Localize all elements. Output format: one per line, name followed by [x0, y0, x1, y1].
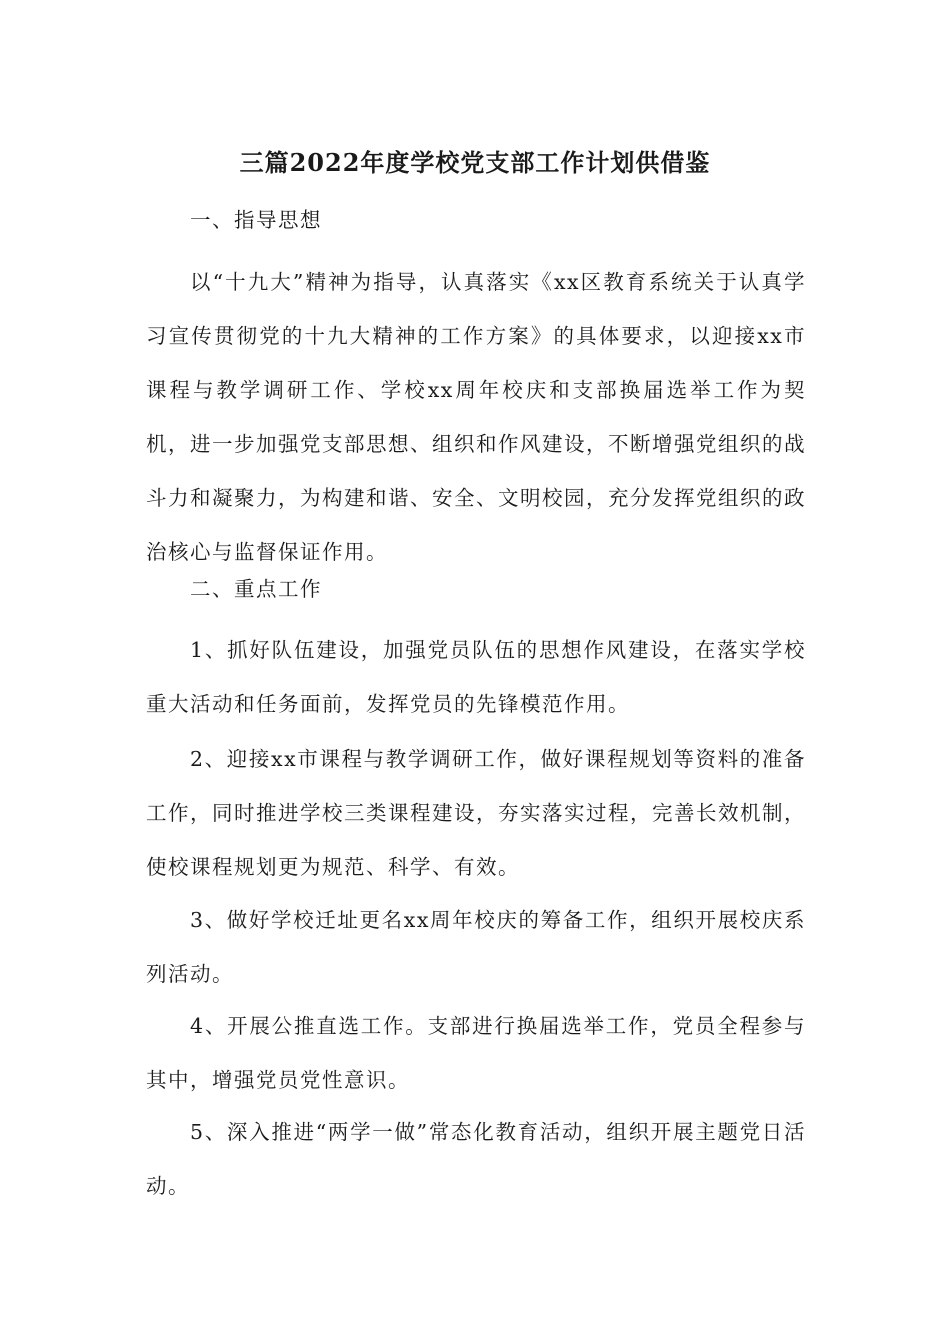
- list-item-4: 4、开展公推直选工作。支部进行换届选举工作，党员全程参与其中，增强党员党性意识。: [146, 1014, 806, 1092]
- list-item-2: 2、迎接xx市课程与教学调研工作，做好课程规划等资料的准备工作，同时推进学校三类课程建设，夯实落实过程，完善长效机制，使校课程规划更为规范、科学、有效。: [146, 747, 806, 879]
- list-item-1: 1、抓好队伍建设，加强党员队伍的思想作风建设，在落实学校重大活动和任务面前，发挥党员的先锋模范作用。: [146, 638, 806, 716]
- document-title: 三篇2022年度学校党支部工作计划供借鉴: [239, 148, 711, 177]
- list-item-5: 5、深入推进“两学一做”常态化教育活动，组织开展主题党日活动。: [146, 1120, 806, 1198]
- list-item-3: 3、做好学校迁址更名xx周年校庆的筹备工作，组织开展校庆系列活动。: [146, 908, 806, 986]
- section-heading-key-work: 二、重点工作: [190, 577, 322, 601]
- section-heading-guiding-thought: 一、指导思想: [190, 208, 322, 232]
- paragraph-guiding-thought: 以“十九大”精神为指导，认真落实《xx区教育系统关于认真学习宣传贯彻党的十九大精神的工作方案》的具体要求，以迎接xx市课程与教学调研工作、学校xx周年校庆和支部换届选举工作为契机，进一步加强党支部思想、组织和作风建设，不断增强党组织的战斗力和凝聚力，为构建和谐、安全、文明校园，充分发挥党组织的政治核心与监督保证作用。: [146, 270, 806, 564]
